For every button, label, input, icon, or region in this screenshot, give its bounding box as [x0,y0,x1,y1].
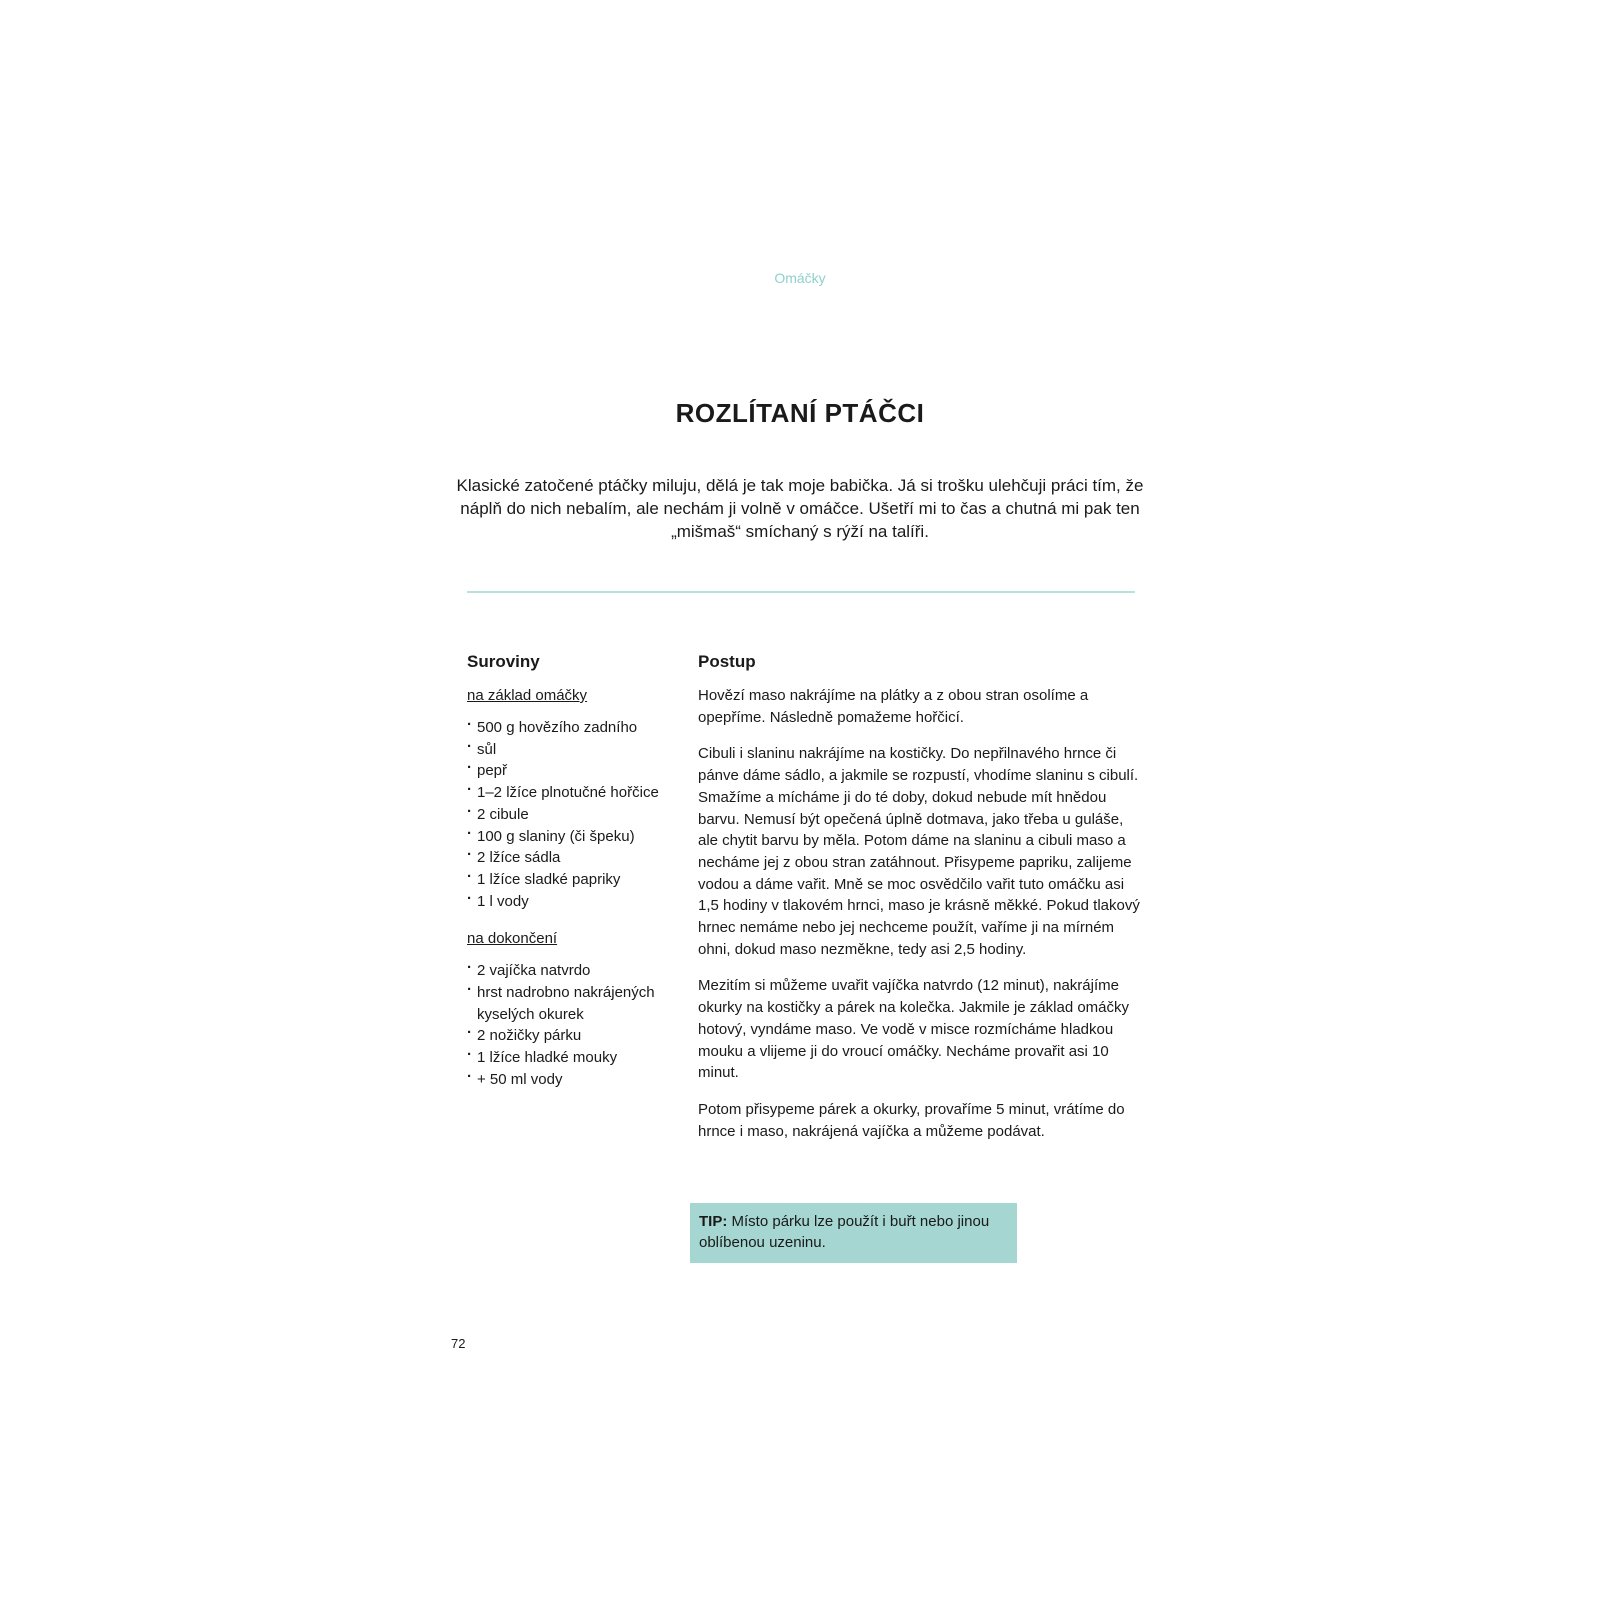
ingredient-item: · + 50 ml vody [467,1069,697,1091]
method-column [698,651,1143,1157]
tip-label: TIP: [699,1213,728,1230]
method-step: Potom přisypeme párek a okurky, provaříme 5 minut, vrátíme do hrnce i maso, nakrájená vajíčka a můžeme podávat. [698,1100,1125,1140]
recipe-intro: Klasické zatočené ptáčky miluju, dělá je tak moje babička. Já si trošku ulehčuji práci tím, že náplň do nich nebalím, ale nechám ji volně v omáčce. Ušetří mi to čas a chutná mi pak ten „mišmaš“ smíchaný s rýží na talíři. [456,476,1144,541]
ingredient-item: · 2 nožičky párku [467,1025,697,1047]
ingredient-item: · pepř [467,760,697,782]
ingredient-item: · 1 lžíce sladké papriky [467,869,697,891]
ingredients-column [467,651,697,1107]
method-step: Cibuli i slaninu nakrájíme na kostičky. Do nepřilnavého hrnce či pánve dáme sádlo, a jakmile se rozpustí, vhodíme slaninu s cibulí. Smažíme a mícháme ji do té doby, dokud nebude mít hnědou barvu. Nemusí být opečená úplně dotmava, jako třeba u guláše, ale chytit barvu by měla. Potom dáme na slaninu a cibuli maso a necháme jej z obou stran zatáhnout. Přisypeme papriku, zalijeme vodou a dáme vařit. Mně se moc osvědčilo vařit tuto omáčku asi 1,5 hodiny v tlakovém hrnci, maso je krásně měkké. Pokud tlakový hrnec nemáme nebo jej nechceme použít, vaříme ji na mírném ohni, dokud maso nezměkne, tedy asi 2,5 hodiny. [698,745,1140,958]
ingredient-item: · sůl [467,739,697,761]
recipe-title: ROZLÍTANÍ PTÁČCI [675,398,925,428]
ingredient-item: · 500 g hovězího zadního [467,717,697,739]
ingredient-group-subheading: na dokončení [467,930,558,948]
method-step: Hovězí maso nakrájíme na plátky a z obou stran osolíme a opepříme. Následně pomažeme hořčicí. [698,687,1089,726]
ingredient-item: · 1 lžíce hladké mouky [467,1047,697,1069]
method-step: Mezitím si můžeme uvařit vajíčka natvrdo (12 minut), nakrájíme okurky na kostičky a párek na kolečka. Jakmile je základ omáčky hotový, vyndáme maso. Ve vodě v misce rozmícháme hladkou mouku a vlijeme ji do vroucí omáčky. Necháme provařit asi 10 minut. [698,977,1130,1082]
ingredient-group-subheading: na základ omáčky [467,687,588,704]
ingredient-list [467,717,697,912]
ingredient-list [467,960,697,1090]
section-label: Omáčky [774,270,826,286]
ingredients-heading: Suroviny [467,652,540,671]
ingredient-item: · 2 lžíce sádla [467,847,697,869]
page-number: 72 [451,1336,466,1351]
tip-text: Místo párku lze použít i buřt nebo jinou oblíbenou uzeninu. [699,1213,990,1251]
ingredient-item: · 1–2 lžíce plnotučné hořčice [467,782,697,804]
divider [467,591,1135,593]
tip-box [690,1203,1017,1263]
ingredient-item: · 1 l vody [467,891,697,913]
ingredient-item: · 2 vajíčka natvrdo [467,960,697,982]
ingredient-item: · 100 g slaniny (či špeku) [467,826,697,848]
method-heading: Postup [698,652,756,671]
ingredient-item: · 2 cibule [467,804,697,826]
ingredient-item: · hrst nadrobno nakrájených kyselých okurek [467,982,697,1025]
